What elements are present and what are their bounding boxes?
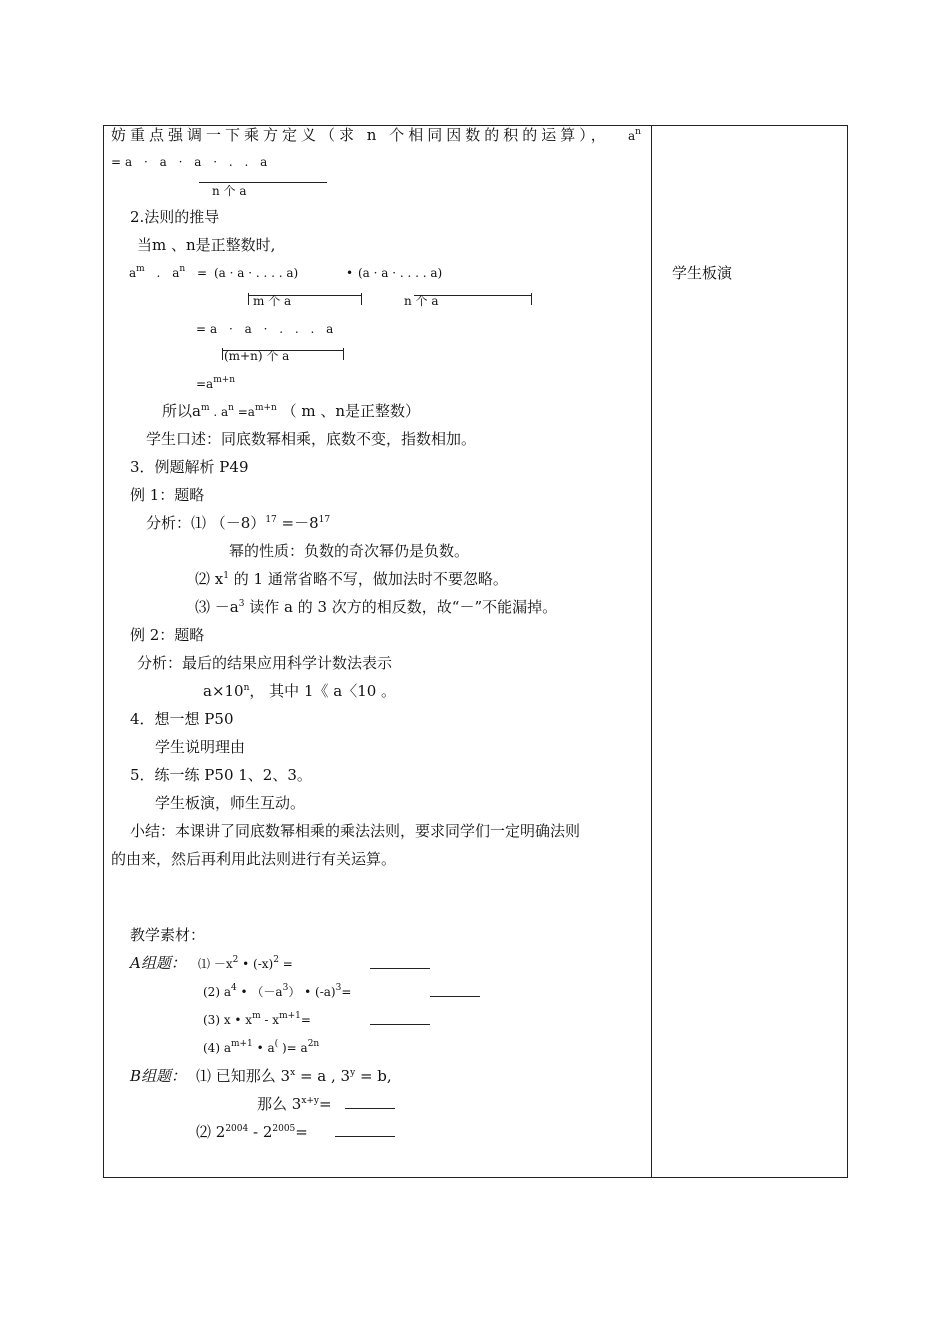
brace-tick	[343, 348, 344, 360]
brace-tick	[531, 293, 532, 305]
example-2: 例 2：题略	[130, 626, 205, 644]
derivation-heading: 2.法则的推导	[130, 208, 220, 226]
scientific-notation: $a\times 10^n$， 其中 1《 a〈10 。	[203, 682, 397, 700]
definition-line2: =a · a · a · . . a	[111, 155, 272, 169]
definition-line1	[111, 126, 610, 144]
think-heading: 4．想一想 P50	[130, 710, 234, 728]
analysis-1-note: 幂的性质：负数的奇次幂仍是负数。	[229, 542, 470, 560]
brace-label: n 个 a	[212, 184, 247, 198]
analysis-2: ⑵ $x^1$ 的 1 通常省略不写，做加法时不要忽略。	[195, 570, 508, 588]
answer-blank[interactable]	[335, 1136, 395, 1137]
exercise-a3: (3) x • $x^m - x^{m+1}=$	[203, 1011, 311, 1027]
answer-blank[interactable]	[370, 1024, 430, 1025]
think-body: 学生说明理由	[155, 738, 246, 756]
example-1: 例 1：题略	[130, 486, 205, 504]
exercise-b1-question: 那么 $3^{x+y}=$	[257, 1095, 332, 1113]
answer-blank[interactable]	[370, 968, 430, 969]
derivation-conclusion: 所以$a^m$ . $a^n =a^{m+n}$ （ m 、n是正整数）	[162, 402, 421, 420]
practice-body: 学生板演，师生互动。	[155, 794, 306, 812]
exercise-a4: (4) $a^{m+1}$ • a( )= $a^{2n}$	[203, 1039, 320, 1055]
bullet: •	[346, 266, 354, 280]
derivation-step1: =a · a · . . . a	[196, 322, 338, 336]
definition-power	[628, 127, 641, 147]
column-divider	[651, 125, 652, 1178]
analysis-3: ⑶ $-a^3$ 读作 a 的 3 次方的相反数，故“－”不能漏掉。	[195, 598, 558, 616]
derivation-group2: (a · a · . . . . a)	[358, 266, 443, 280]
practice-heading: 5．练一练 P50 1、2、3。	[130, 766, 312, 784]
right-column-note: 学生板演	[672, 264, 733, 282]
summary-line1: 小结：本课讲了同底数幂相乘的乘法法则，要求同学们一定明确法则	[130, 822, 581, 840]
exercise-a1: ⑴ $-x^2$ • $(-x)^2$ =	[198, 955, 293, 971]
power-exp: n	[635, 127, 641, 137]
brace-tick	[361, 293, 362, 305]
derivation-lhs: $a^m$ . $a^n$ =	[129, 264, 208, 280]
exercise-b1: ⑴ 已知那么 $3^x = a$ , $3^y = b$,	[196, 1067, 392, 1085]
power-base: a	[628, 129, 636, 143]
derivation-oral: 学生口述：同底数幂相乘，底数不变，指数相加。	[146, 430, 477, 448]
group-b-label: B组题：	[130, 1067, 187, 1085]
exercise-a2: (2) $a^4$ • $(-a^3)$ • $(-a)^3=$	[203, 983, 352, 999]
derivation-group1: (a · a · . . . . a)	[214, 266, 299, 280]
analysis-4: 分析：最后的结果应用科学计数法表示	[137, 654, 393, 672]
derivation-step2: $=a^{m+n}$	[196, 375, 236, 391]
answer-blank[interactable]	[345, 1108, 395, 1109]
exercise-b2: ⑵ $2^{2004} - 2^{2005}=$	[196, 1123, 308, 1141]
derivation-condition: 当m 、n是正整数时,	[137, 236, 276, 254]
summary-line2: 的由来，然后再利用此法则进行有关运算。	[111, 850, 397, 868]
brace-label-mn: (m+n) 个 a	[224, 349, 290, 363]
materials-heading: 教学素材：	[130, 926, 206, 944]
group-a-label: A组题：	[130, 954, 186, 972]
answer-blank[interactable]	[430, 996, 480, 997]
brace-label-n: n 个 a	[404, 294, 439, 308]
brace-label-m: m 个 a	[253, 294, 292, 308]
definition-text: 妨重点强调一下乘方定义（求 n 个相同因数的积的运算），	[111, 126, 610, 144]
analysis-1: 分析：⑴ $(-8)^{17} =-8^{17}$	[146, 514, 331, 532]
examples-heading: 3．例题解析 P49	[130, 458, 249, 476]
